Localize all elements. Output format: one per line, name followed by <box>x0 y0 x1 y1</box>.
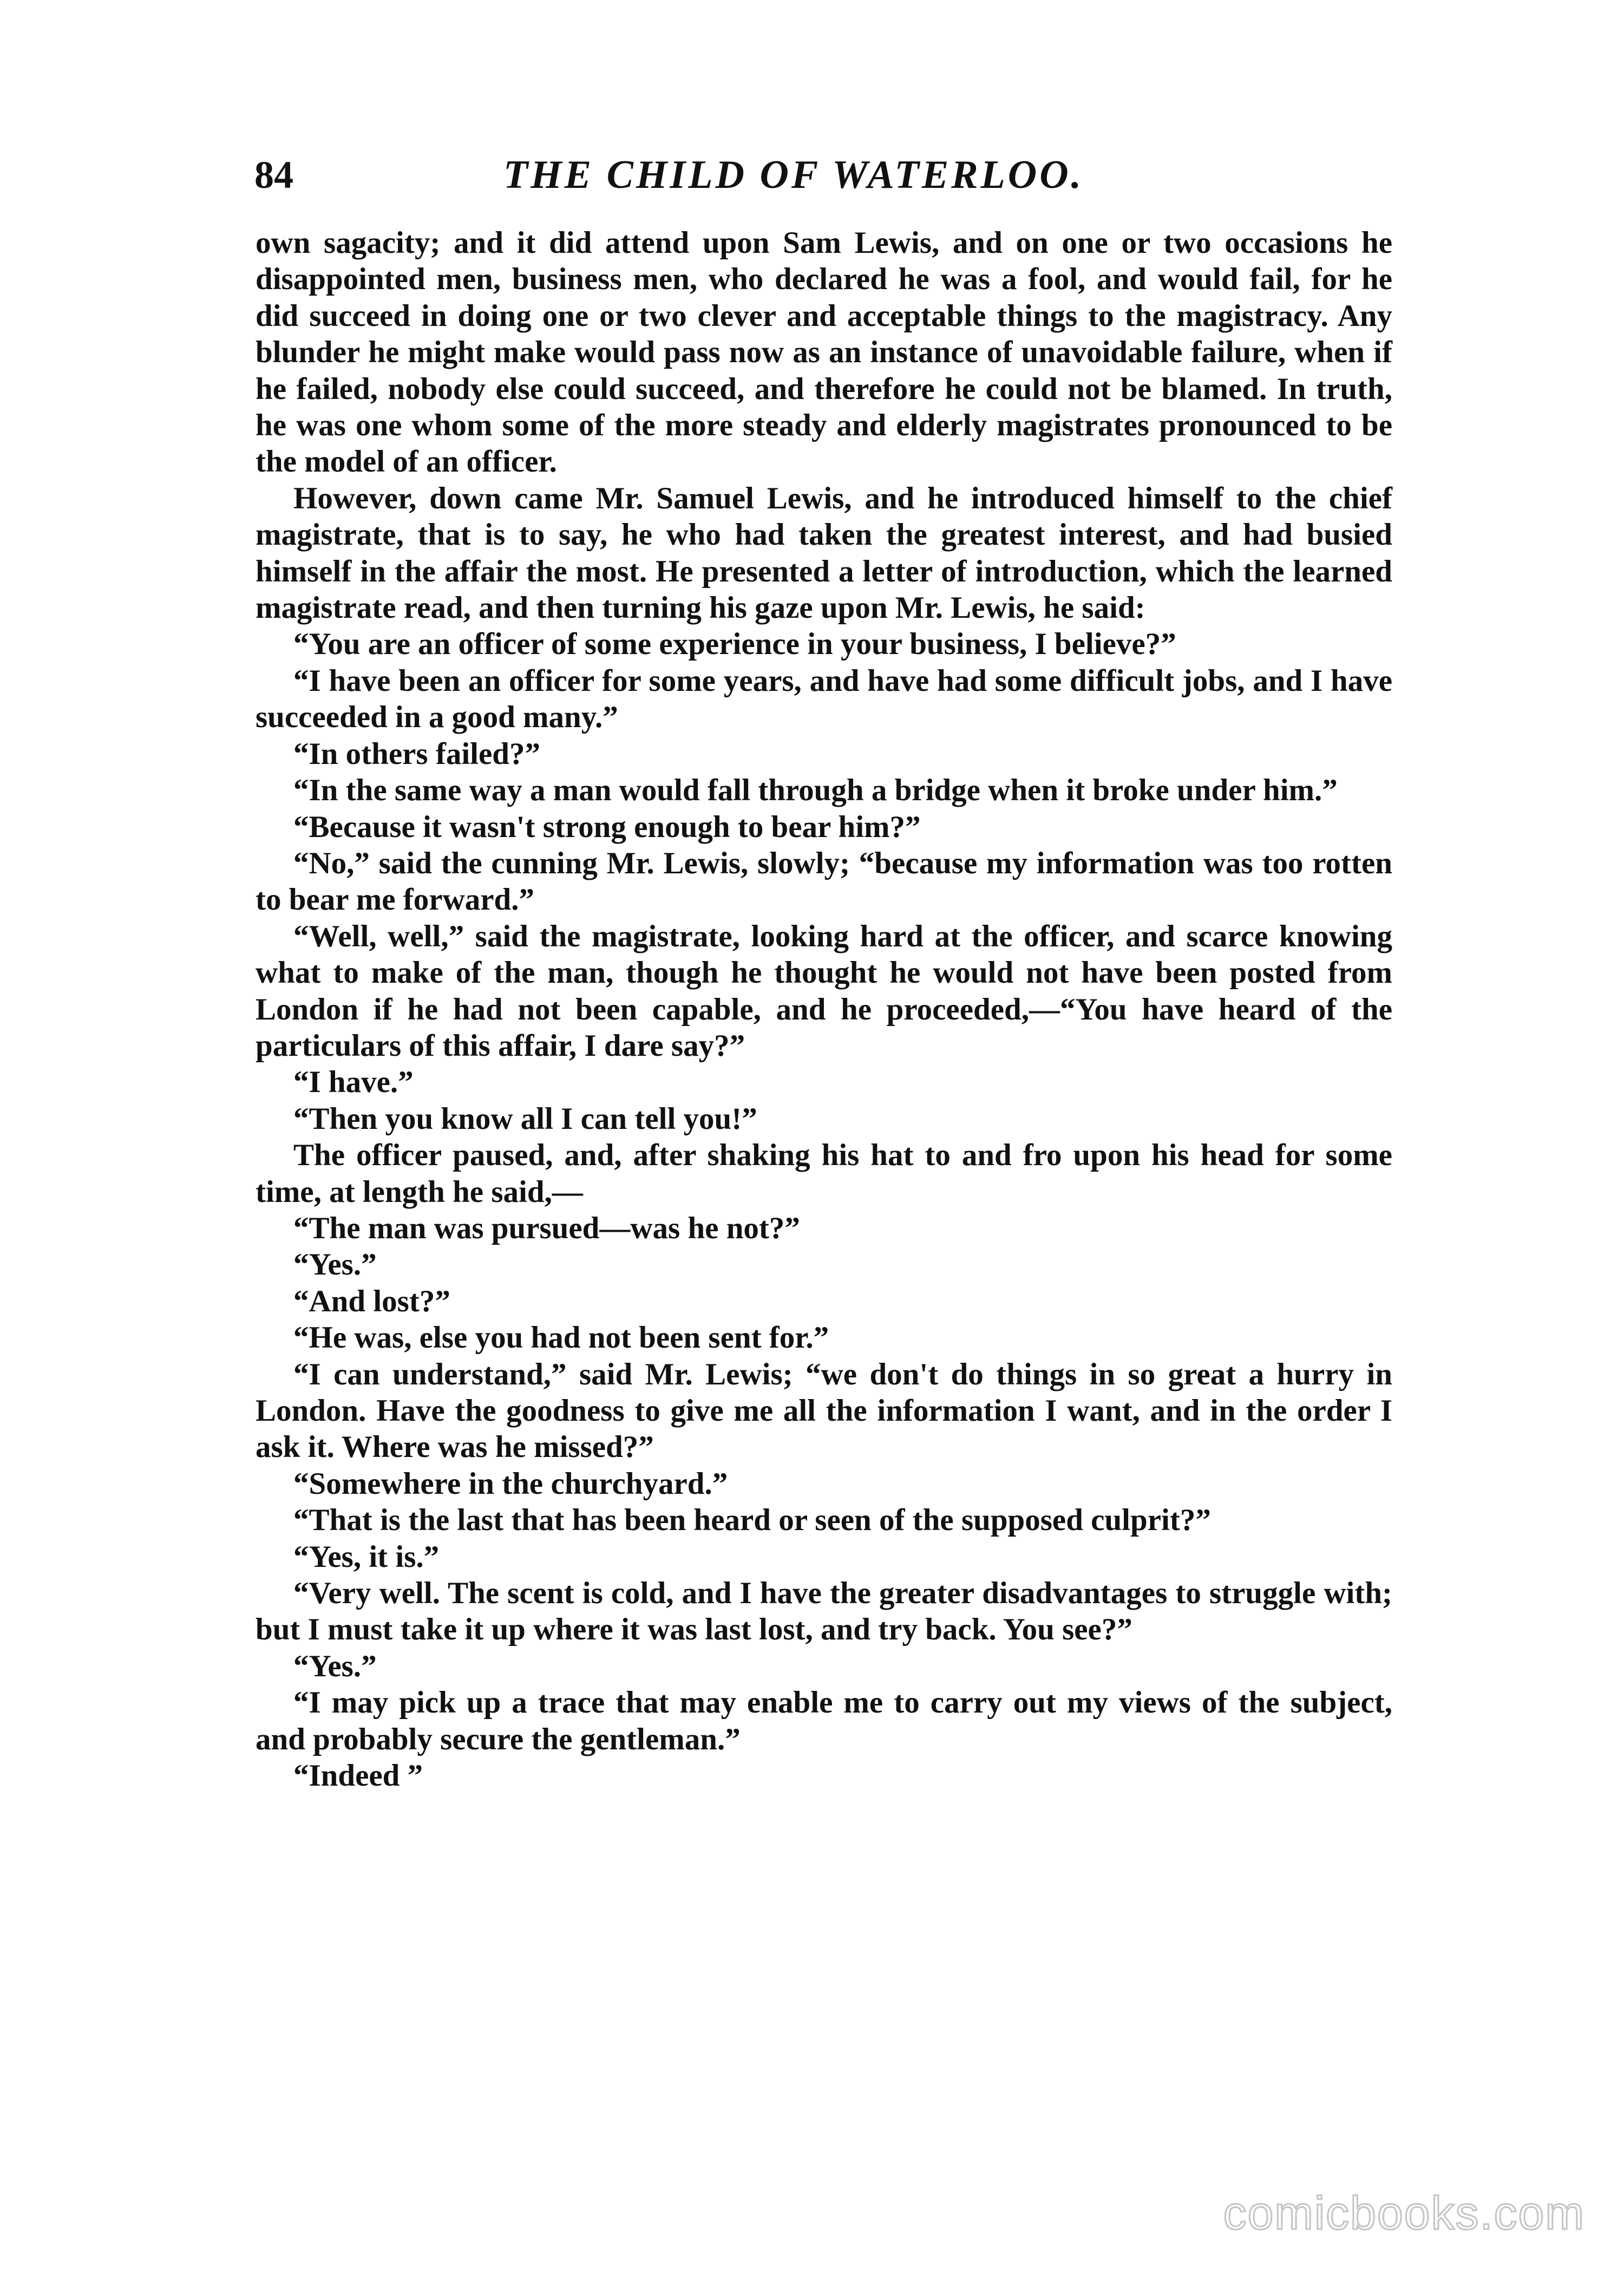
page-number: 84 <box>254 153 293 197</box>
page-body <box>256 225 1392 1794</box>
paragraph: “The man was pursued—was he not?” <box>293 1211 800 1245</box>
paragraph: “Yes, it is.” <box>293 1539 440 1574</box>
paragraph: “Then you know all I can tell you!” <box>293 1101 757 1136</box>
running-title: THE CHILD OF WATERLOO. <box>503 153 1084 197</box>
paragraph: The officer paused, and, after shaking his hat to and fro upon his head for some time, at length he said,— <box>256 1138 1392 1209</box>
paragraph: “Well, well,” said the magistrate, looking hard at the officer, and scarce knowing what to make of the man, though he thought he would not have been posted from London if he had not been capable, and he proceeded,—“You have heard of the particulars of this affair, I dare say?” <box>256 919 1392 1063</box>
page-header <box>254 145 1391 205</box>
paragraph: “In others failed?” <box>293 736 540 771</box>
paragraph: “You are an officer of some experience in your business, I believe?” <box>293 627 1176 662</box>
paragraph: “I can understand,” said Mr. Lewis; “we don't do things in so great a hurry in London. Have the goodness to give me all the information I want, and in the order I ask it. Where was he missed?” <box>256 1357 1392 1465</box>
paragraph: “That is the last that has been heard or seen of the supposed culprit?” <box>293 1503 1211 1538</box>
paragraph: “I have been an officer for some years, and have had some difficult jobs, and I have succeeded in a good many.” <box>256 663 1392 735</box>
paragraph: “Yes.” <box>293 1649 377 1683</box>
paragraph: “Indeed ” <box>293 1759 423 1793</box>
paragraph: “Because it wasn't strong enough to bear him?” <box>293 809 921 844</box>
paragraph: “In the same way a man would fall through a bridge when it broke under him.” <box>293 773 1338 808</box>
paragraph: “He was, else you had not been sent for.” <box>293 1321 829 1355</box>
paragraph: own sagacity; and it did attend upon Sam Lewis, and on one or two occasions he disappointed men, business men, who declared he was a fool, and would fail, for he did succeed in doing one or two clever and acceptable things to the magistracy. Any blunder he might make would pass now as an instance of unavoidable failure, when if he failed, nobody else could succeed, and therefore he could not be blamed. In truth, he was one whom some of the more steady and elderly magistrates pronounced to be the model of an officer. <box>256 226 1392 479</box>
paragraph: “Yes.” <box>293 1247 377 1282</box>
watermark: comicbooks.com <box>1223 2187 1585 2239</box>
paragraph: “And lost?” <box>293 1284 450 1318</box>
paragraph: “Somewhere in the churchyard.” <box>293 1466 728 1501</box>
paragraph: However, down came Mr. Samuel Lewis, and he introduced himself to the chief magistrate, that is to say, he who had taken the greatest interest, and had busied himself in the affair the most. He presented a letter of introduction, which the learned magistrate read, and then turning his gaze upon Mr. Lewis, he said: <box>256 481 1392 625</box>
paragraph: “I have.” <box>293 1065 414 1100</box>
paragraph: “I may pick up a trace that may enable me to carry out my views of the subject, and probably secure the gentleman.” <box>256 1685 1392 1756</box>
paragraph: “Very well. The scent is cold, and I have the greater disadvantages to struggle with; but I must take it up where it was last lost, and try back. You see?” <box>256 1576 1392 1647</box>
paragraph: “No,” said the cunning Mr. Lewis, slowly; “because my information was too rotten to bear me forward.” <box>256 846 1392 917</box>
